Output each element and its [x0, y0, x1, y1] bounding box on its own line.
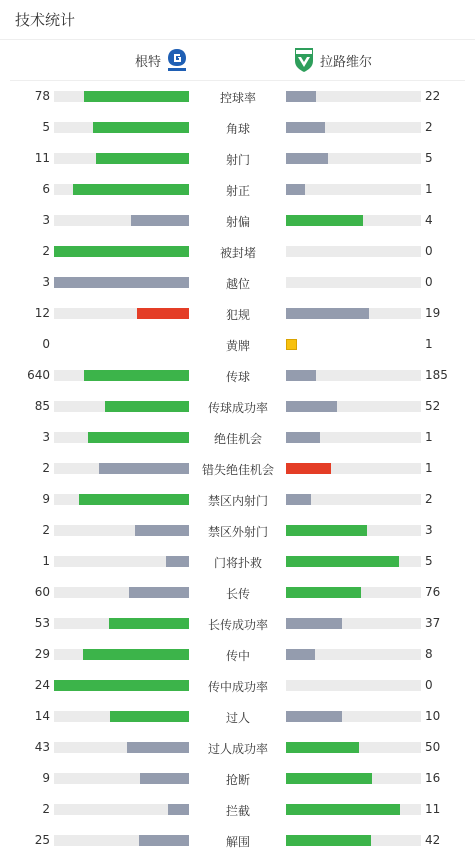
- away-bar-track: [286, 91, 421, 102]
- away-value: 5: [425, 151, 433, 165]
- stat-label: 传中: [225, 649, 250, 663]
- home-bar-track: [54, 556, 189, 567]
- stat-row: [0, 236, 475, 267]
- away-value: 2: [425, 120, 433, 134]
- stat-row: [0, 794, 475, 825]
- away-value: 37: [425, 616, 441, 630]
- home-bar-fill: [105, 401, 189, 412]
- home-value: 12: [34, 306, 50, 320]
- away-value: 22: [425, 89, 441, 103]
- home-value: 29: [34, 647, 50, 661]
- stat-row: [0, 143, 475, 174]
- home-value: 2: [42, 802, 50, 816]
- away-bar-fill: [286, 494, 311, 505]
- home-bar-track: [54, 711, 189, 722]
- home-bar-fill: [127, 742, 189, 753]
- home-bar-fill: [131, 215, 189, 226]
- home-bar-track: [54, 680, 189, 691]
- home-value: 53: [34, 616, 50, 630]
- home-bar-track: [54, 184, 189, 195]
- stat-row: [0, 453, 475, 484]
- away-value: 76: [425, 585, 441, 599]
- home-bar-fill: [93, 122, 189, 133]
- away-value: 11: [425, 802, 441, 816]
- home-bar-track: [54, 773, 189, 784]
- away-team-name: 拉路维尔: [320, 54, 373, 70]
- away-value: 52: [425, 399, 441, 413]
- stat-label: 过人成功率: [207, 742, 268, 756]
- away-bar-track: [286, 277, 421, 288]
- home-bar-track: [54, 401, 189, 412]
- away-bar-track: [286, 742, 421, 753]
- away-value: 2: [425, 492, 433, 506]
- away-bar-track: [286, 370, 421, 381]
- away-value: 3: [425, 523, 433, 537]
- home-bar-track: [54, 246, 189, 257]
- stat-label: 越位: [225, 277, 250, 291]
- away-bar-fill: [286, 649, 315, 660]
- stat-row: [0, 81, 475, 112]
- home-bar-track: [54, 494, 189, 505]
- home-value: 9: [42, 771, 50, 785]
- stat-label: 长传: [225, 587, 250, 601]
- away-bar-track: [286, 184, 421, 195]
- home-value: 78: [34, 89, 50, 103]
- stat-label: 禁区内射门: [207, 494, 268, 508]
- home-bar-fill: [54, 246, 189, 257]
- home-team[interactable]: [135, 47, 188, 73]
- home-bar-fill: [129, 587, 189, 598]
- home-bar-track: [54, 308, 189, 319]
- stat-row: [0, 422, 475, 453]
- home-bar-track: [54, 277, 189, 288]
- page-title-text: 技术统计: [15, 11, 76, 29]
- away-bar-fill: [286, 308, 369, 319]
- away-bar-track: [286, 246, 421, 257]
- away-value: 1: [425, 461, 433, 475]
- away-bar-fill: [286, 401, 337, 412]
- home-bar-fill: [137, 308, 189, 319]
- home-bar-fill: [83, 649, 189, 660]
- away-bar-fill: [286, 711, 342, 722]
- away-bar-fill: [286, 463, 331, 474]
- stat-label: 传球成功率: [207, 401, 268, 415]
- stat-label: 射门: [225, 153, 250, 167]
- away-value: 42: [425, 833, 441, 847]
- away-bar-fill: [286, 556, 399, 567]
- home-bar-fill: [140, 773, 189, 784]
- stat-row: [0, 205, 475, 236]
- home-bar-fill: [79, 494, 189, 505]
- stat-label: 抢断: [225, 773, 250, 787]
- home-bar-track: [54, 463, 189, 474]
- stat-label: 门将扑救: [213, 556, 262, 570]
- stat-row: [0, 608, 475, 639]
- away-bar-fill: [286, 525, 367, 536]
- away-value: 1: [425, 337, 433, 351]
- home-value: 14: [34, 709, 50, 723]
- away-value: 19: [425, 306, 441, 320]
- raal-crest-icon: [293, 47, 315, 73]
- stat-label: 过人: [225, 711, 250, 725]
- away-bar-fill: [286, 835, 371, 846]
- stat-label: 绝佳机会: [213, 432, 262, 446]
- home-bar-fill: [166, 556, 189, 567]
- stat-row: [0, 639, 475, 670]
- stat-row: [0, 112, 475, 143]
- home-bar-track: [54, 525, 189, 536]
- away-value: 16: [425, 771, 441, 785]
- away-bar-track: [286, 308, 421, 319]
- away-bar-track: [286, 525, 421, 536]
- home-bar-track: [54, 122, 189, 133]
- away-bar-track: [286, 339, 421, 350]
- away-bar-track: [286, 680, 421, 691]
- home-team-name: 根特: [134, 54, 161, 70]
- stat-label: 解围: [225, 835, 250, 849]
- home-bar-track: [54, 339, 189, 350]
- home-bar-track: [54, 153, 189, 164]
- home-bar-track: [54, 432, 189, 443]
- home-value: 25: [34, 833, 50, 847]
- away-value: 8: [425, 647, 433, 661]
- away-bar-fill: [286, 618, 342, 629]
- teams-header: [10, 40, 465, 81]
- home-value: 3: [42, 213, 50, 227]
- home-bar-fill: [54, 680, 189, 691]
- stat-row: [0, 298, 475, 329]
- gent-crest-icon: [166, 47, 188, 73]
- home-bar-track: [54, 649, 189, 660]
- home-bar-fill: [84, 370, 189, 381]
- home-value: 3: [42, 275, 50, 289]
- home-value: 1: [42, 554, 50, 568]
- home-value: 640: [27, 368, 50, 382]
- away-bar-track: [286, 711, 421, 722]
- away-bar-track: [286, 463, 421, 474]
- away-value: 1: [425, 182, 433, 196]
- home-bar-fill: [139, 835, 189, 846]
- away-bar-fill: [286, 773, 372, 784]
- home-bar-fill: [168, 804, 189, 815]
- stat-label: 控球率: [219, 91, 256, 105]
- home-bar-track: [54, 742, 189, 753]
- away-value: 0: [425, 678, 433, 692]
- stat-row: [0, 174, 475, 205]
- stat-row: [0, 763, 475, 794]
- away-value: 10: [425, 709, 441, 723]
- home-bar-track: [54, 215, 189, 226]
- away-bar-fill: [286, 91, 316, 102]
- stat-label: 被封堵: [219, 246, 256, 260]
- page-title: [0, 0, 475, 40]
- away-bar-track: [286, 401, 421, 412]
- home-bar-track: [54, 370, 189, 381]
- away-bar-track: [286, 494, 421, 505]
- home-bar-track: [54, 587, 189, 598]
- away-value: 5: [425, 554, 433, 568]
- stat-label: 拦截: [225, 804, 250, 818]
- home-value: 11: [34, 151, 50, 165]
- home-value: 3: [42, 430, 50, 444]
- away-value: 4: [425, 213, 433, 227]
- away-team[interactable]: [293, 47, 372, 73]
- home-value: 43: [34, 740, 50, 754]
- away-bar-track: [286, 649, 421, 660]
- stat-label: 传中成功率: [207, 680, 268, 694]
- away-bar-track: [286, 587, 421, 598]
- stat-label: 黄牌: [225, 339, 250, 353]
- away-bar-track: [286, 835, 421, 846]
- home-bar-fill: [135, 525, 189, 536]
- away-bar-fill: [286, 587, 361, 598]
- away-bar-fill: [286, 742, 359, 753]
- stat-label: 长传成功率: [207, 618, 268, 632]
- away-bar-fill: [286, 339, 297, 350]
- stat-row: [0, 329, 475, 360]
- home-value: 60: [34, 585, 50, 599]
- stat-row: [0, 360, 475, 391]
- home-bar-track: [54, 91, 189, 102]
- away-value: 0: [425, 275, 433, 289]
- stat-label: 传球: [225, 370, 250, 384]
- home-bar-fill: [84, 91, 189, 102]
- home-value: 6: [42, 182, 50, 196]
- away-bar-track: [286, 556, 421, 567]
- home-bar-track: [54, 618, 189, 629]
- home-bar-track: [54, 804, 189, 815]
- away-value: 185: [425, 368, 448, 382]
- stat-label: 禁区外射门: [207, 525, 268, 539]
- away-bar-track: [286, 773, 421, 784]
- home-bar-fill: [54, 277, 189, 288]
- home-value: 2: [42, 244, 50, 258]
- home-bar-fill: [110, 711, 189, 722]
- stat-row: [0, 267, 475, 298]
- away-bar-track: [286, 215, 421, 226]
- away-bar-fill: [286, 153, 328, 164]
- away-value: 50: [425, 740, 441, 754]
- home-bar-fill: [96, 153, 189, 164]
- away-bar-fill: [286, 122, 325, 133]
- home-bar-fill: [109, 618, 189, 629]
- stat-row: [0, 546, 475, 577]
- away-bar-track: [286, 153, 421, 164]
- stat-label: 角球: [225, 122, 250, 136]
- home-bar-fill: [73, 184, 189, 195]
- stat-label: 射偏: [225, 215, 250, 229]
- stat-row: [0, 577, 475, 608]
- home-bar-track: [54, 835, 189, 846]
- stat-label: 射正: [225, 184, 250, 198]
- away-value: 0: [425, 244, 433, 258]
- stat-row: [0, 391, 475, 422]
- home-bar-fill: [88, 432, 189, 443]
- home-value: 9: [42, 492, 50, 506]
- stat-row: [0, 484, 475, 515]
- home-value: 5: [42, 120, 50, 134]
- away-bar-track: [286, 432, 421, 443]
- home-value: 85: [34, 399, 50, 413]
- stat-row: [0, 732, 475, 763]
- home-value: 0: [42, 337, 50, 351]
- stat-row: [0, 515, 475, 546]
- stat-row: [0, 670, 475, 701]
- home-value: 2: [42, 523, 50, 537]
- away-bar-track: [286, 804, 421, 815]
- stat-label: 犯规: [225, 308, 250, 322]
- away-bar-fill: [286, 215, 363, 226]
- stat-label: 错失绝佳机会: [201, 463, 274, 477]
- away-bar-fill: [286, 432, 320, 443]
- away-value: 1: [425, 430, 433, 444]
- away-bar-track: [286, 618, 421, 629]
- stat-row: [0, 701, 475, 732]
- home-value: 2: [42, 461, 50, 475]
- stats-list: [0, 81, 475, 856]
- home-bar-fill: [99, 463, 189, 474]
- away-bar-fill: [286, 184, 305, 195]
- away-bar-fill: [286, 804, 400, 815]
- away-bar-track: [286, 122, 421, 133]
- home-value: 24: [34, 678, 50, 692]
- stat-row: [0, 825, 475, 856]
- away-bar-fill: [286, 370, 316, 381]
